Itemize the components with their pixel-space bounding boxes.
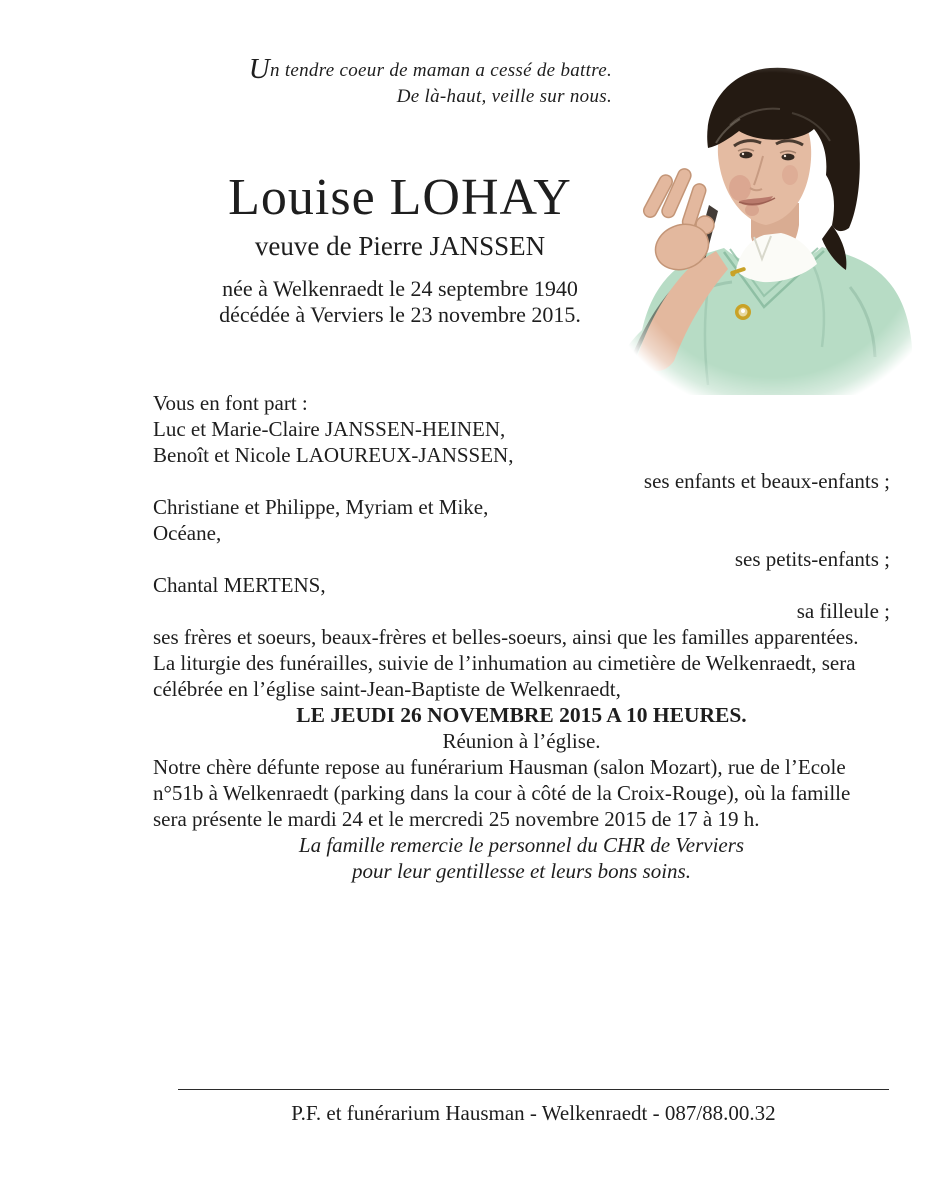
relation-goddaughter: sa filleule ; — [796, 599, 890, 623]
family-group-children — [153, 416, 890, 468]
deceased-identity — [110, 170, 690, 263]
relation-grandchildren: ses petits-enfants ; — [734, 547, 890, 571]
epigraph-quote — [180, 53, 612, 110]
deceased-name: Louise LOHAY — [228, 169, 572, 226]
thanks-paragraph — [153, 832, 890, 884]
visitation-line: n°51b à Welkenraedt (parking dans la cour à côté de la Croix-Rouge), où la famille — [153, 781, 851, 805]
thanks-line: La famille remercie le personnel du CHR de Verviers — [298, 833, 745, 857]
family-group-goddaughter — [153, 572, 890, 598]
footer-divider — [178, 1089, 889, 1090]
epigraph-line-1-text: n tendre coeur de maman a cessé de battre. — [269, 60, 612, 81]
faire-part-closing: ses frères et soeurs, beaux-frères et belles-soeurs, ainsi que les familles apparentées. — [153, 625, 859, 649]
visitation-paragraph — [153, 754, 890, 832]
family-group-grandchildren — [153, 494, 890, 546]
relation-children: ses enfants et beaux-enfants ; — [643, 469, 890, 493]
thanks-line: pour leur gentillesse et leurs bons soins. — [352, 859, 691, 883]
faire-part-intro: Vous en font part : — [153, 391, 308, 415]
visitation-line: sera présente le mardi 24 et le mercredi 25 novembre 2015 de 17 à 19 h. — [153, 807, 760, 831]
family-line: Luc et Marie-Claire JANSSEN-HEINEN, — [153, 417, 506, 441]
liturgy-line: célébrée en l’église saint-Jean-Baptiste de Welkenraedt, — [153, 677, 621, 701]
epigraph-initial: U — [248, 53, 270, 85]
family-line: Benoît et Nicole LAOUREUX-JANSSEN, — [153, 443, 514, 467]
epigraph-line-2: De là-haut, veille sur nous. — [396, 86, 612, 107]
funeral-home-footer: P.F. et funérarium Hausman - Welkenraedt - 087/88.00.32 — [291, 1101, 776, 1125]
ceremony-datetime: LE JEUDI 26 NOVEMBRE 2015 A 10 HEURES. — [296, 703, 747, 727]
notice-body — [153, 390, 890, 884]
deceased-relation: veuve de Pierre JANSSEN — [254, 231, 546, 261]
family-line: Chantal MERTENS, — [153, 573, 326, 597]
birth-death-dates — [110, 276, 690, 328]
liturgy-line: La liturgie des funérailles, suivie de l’inhumation au cimetière de Welkenraedt, sera — [153, 651, 856, 675]
epigraph-line-1 — [180, 53, 612, 85]
ceremony-meeting: Réunion à l’église. — [442, 729, 601, 753]
family-line: Océane, — [153, 521, 222, 545]
birth-line: née à Welkenraedt le 24 septembre 1940 — [222, 276, 578, 301]
visitation-line: Notre chère défunte repose au funérarium Hausman (salon Mozart), rue de l’Ecole — [153, 755, 846, 779]
death-line: décédée à Verviers le 23 novembre 2015. — [219, 302, 581, 327]
gold-brooch — [735, 304, 751, 320]
family-line: Christiane et Philippe, Myriam et Mike, — [153, 495, 489, 519]
liturgy-paragraph — [153, 650, 890, 702]
